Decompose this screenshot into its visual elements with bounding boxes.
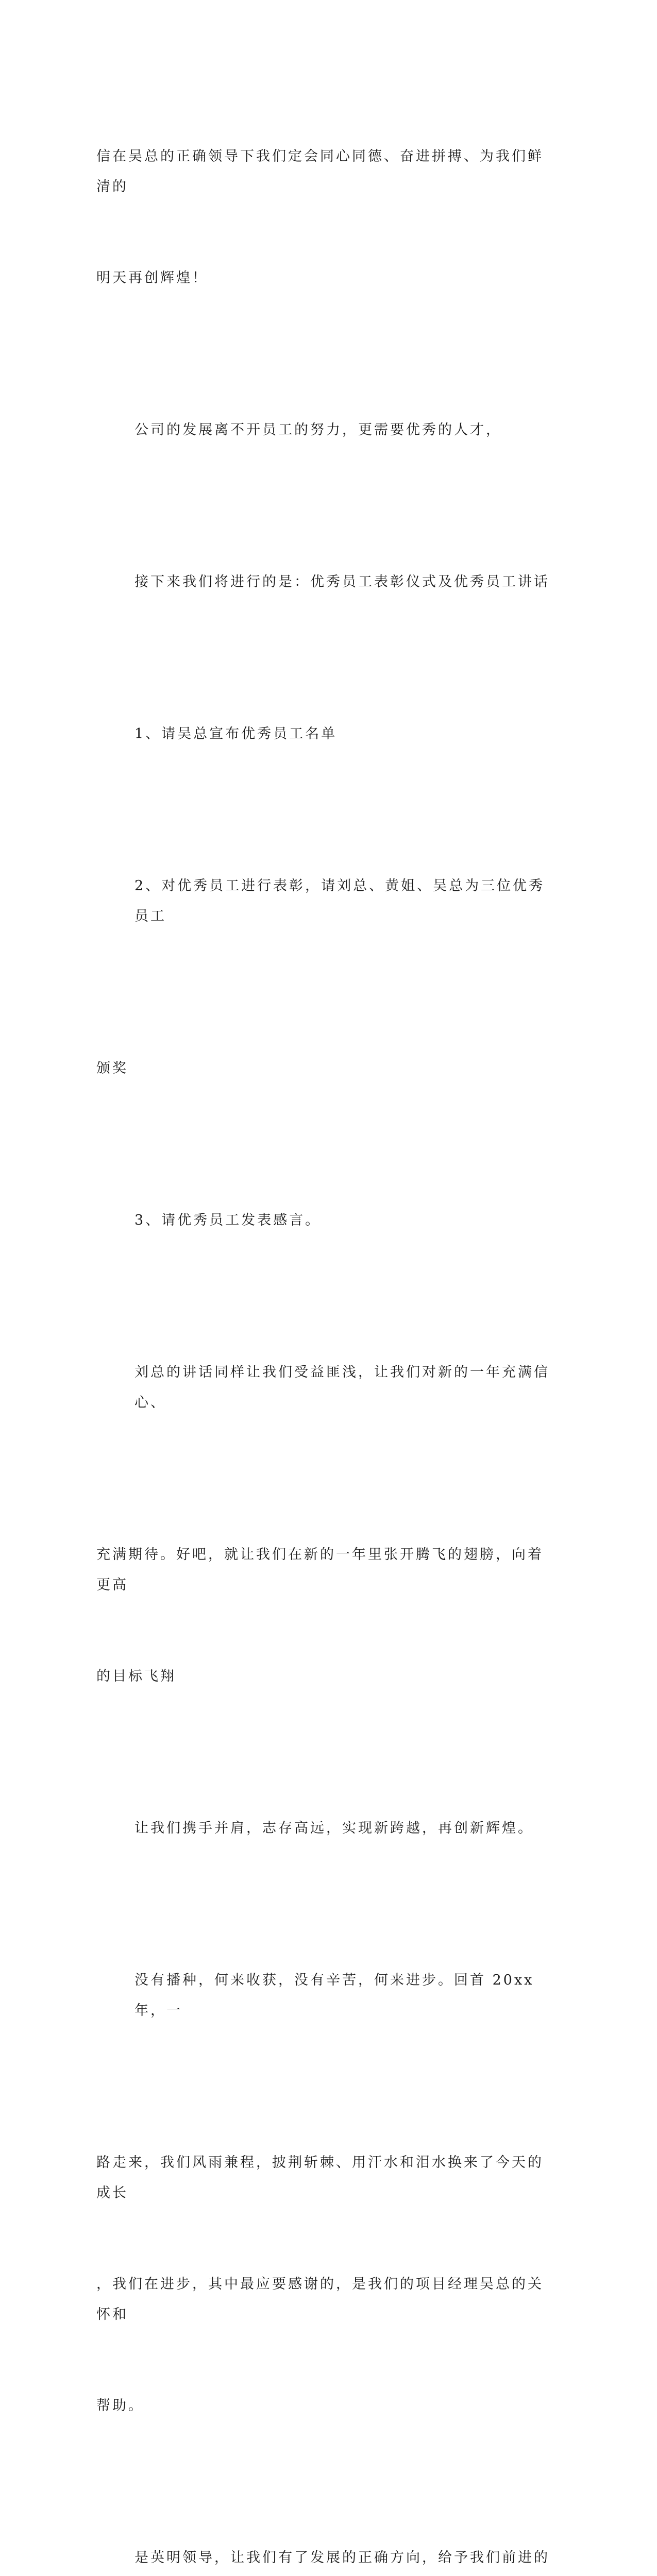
- document-body: [96, 80, 550, 2576]
- text-line: 2、对优秀员工进行表彰，请刘总、黄姐、吴总为三位优秀员工: [134, 878, 545, 924]
- paragraph: [96, 354, 550, 506]
- paragraph: [96, 506, 550, 658]
- paragraph: [96, 2087, 550, 2482]
- paragraph: [96, 2482, 550, 2576]
- text-line: 的目标飞翔: [96, 1668, 176, 1684]
- list-item: [96, 658, 550, 810]
- paragraph: [96, 992, 550, 1144]
- text-line: ，我们在进步，其中最应要感谢的，是我们的项目经理吴总的关怀和: [96, 2276, 544, 2323]
- text-line: 刘总的讲话同样让我们受益匪浅，让我们对新的一年充满信心、: [134, 1364, 550, 1411]
- paragraph: [96, 1904, 550, 2087]
- text-line: 颁奖: [96, 1060, 128, 1076]
- text-line: 让我们携手并肩，志存高远，实现新跨越，再创新辉煌。: [134, 1820, 534, 1836]
- paragraph: [96, 80, 550, 354]
- list-item: [96, 1144, 550, 1296]
- text-line: 帮助。: [96, 2398, 144, 2414]
- text-line: 没有播种，何来收获，没有辛苦，何来进步。回首 20xx 年，一: [134, 1972, 541, 2019]
- text-line: 信在吴总的正确领导下我们定会同心同德、奋进拼搏、为我们鲜清的: [96, 148, 544, 195]
- text-line: 接下来我们将进行的是：优秀员工表彰仪式及优秀员工讲话: [134, 574, 550, 590]
- text-line: 充满期待。好吧，就让我们在新的一年里张开腾飞的翅膀，向着更高: [96, 1547, 544, 1593]
- text-line: 1、请吴总宣布优秀员工名单: [134, 726, 338, 742]
- text-line: 路走来，我们风雨兼程，披荆斩棘、用汗水和泪水换来了今天的成长: [96, 2155, 544, 2201]
- paragraph: [96, 1296, 550, 1479]
- text-line: 公司的发展离不开员工的努力，更需要优秀的人才，: [134, 422, 502, 438]
- text-line: 3、请优秀员工发表感言。: [134, 1212, 322, 1228]
- list-item: [96, 810, 550, 992]
- text-line: 明天再创辉煌！: [96, 270, 208, 286]
- text-line: 是英明领导，让我们有了发展的正确方向，给予我们前进的: [134, 2550, 550, 2566]
- paragraph: [96, 1752, 550, 1904]
- paragraph: [96, 1479, 550, 1752]
